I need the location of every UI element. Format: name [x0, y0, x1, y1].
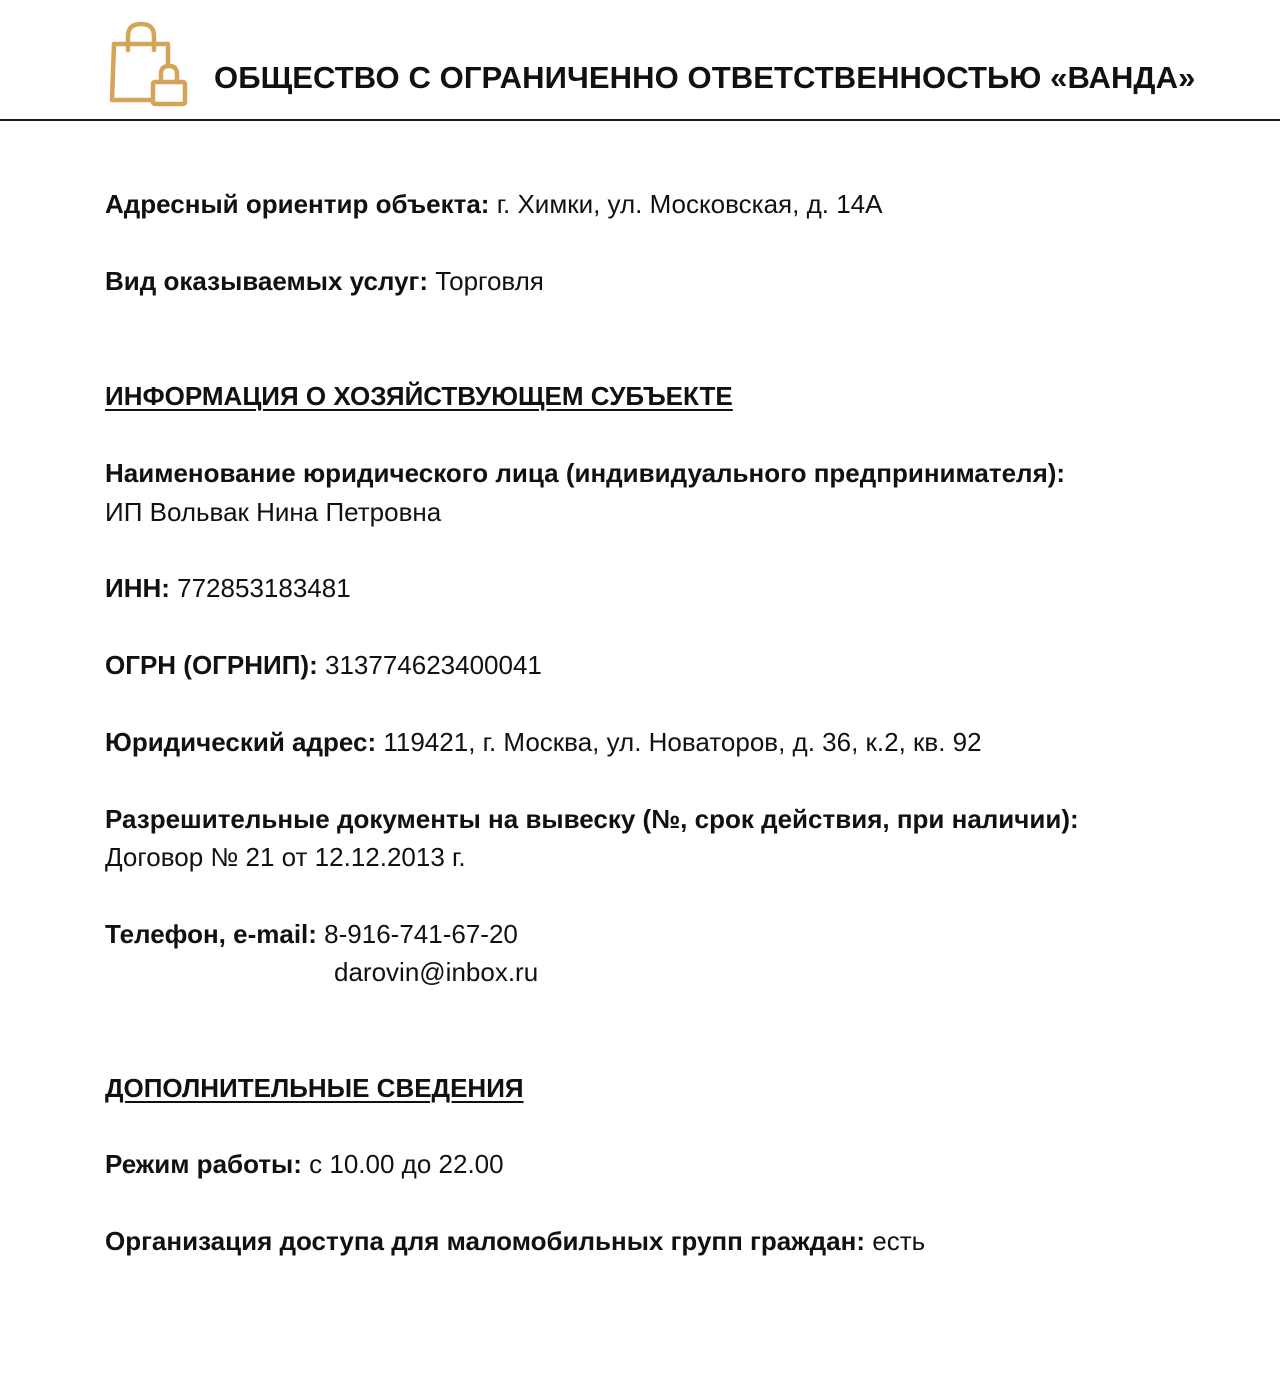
ogrn-row: [105, 646, 542, 684]
company-title: ОБЩЕСТВО С ОГРАНИЧЕННО ОТВЕТСТВЕННОСТЬЮ «ВАНДА»: [214, 60, 1196, 95]
access-label: Организация доступа для маломобильных групп граждан:: [105, 1226, 865, 1256]
legal-address-row: [105, 723, 982, 761]
header-divider: [0, 119, 1280, 121]
object-address-row: [105, 185, 882, 223]
entity-name-label: [105, 454, 1065, 492]
contacts-row: [105, 915, 518, 953]
services-value: Торговля: [435, 266, 544, 296]
entity-name-value-text: ИП Вольвак Нина Петровна: [105, 497, 442, 527]
legal-address-label: Юридический адрес:: [105, 727, 377, 757]
phone-value: 8-916-741-67-20: [324, 919, 518, 949]
ogrn-value: 313774623400041: [324, 650, 542, 680]
access-row: [105, 1222, 925, 1260]
services-label: Вид оказываемых услуг:: [105, 266, 429, 296]
hours-label: Режим работы:: [105, 1149, 302, 1179]
services-row: [105, 262, 544, 300]
inn-row: [105, 569, 351, 607]
entity-name-label-text: Наименование юридического лица (индивидуального предпринимателя):: [105, 458, 1066, 488]
inn-label: ИНН:: [105, 573, 170, 603]
hours-row: [105, 1145, 504, 1183]
permits-value: [105, 838, 466, 876]
object-address-label: Адресный ориентир объекта:: [105, 189, 490, 219]
object-address-value: г. Химки, ул. Московская, д. 14А: [496, 189, 883, 219]
email-value: darovin@inbox.ru: [334, 957, 539, 987]
entity-section-heading: ИНФОРМАЦИЯ О ХОЗЯЙСТВУЮЩЕМ СУБЪЕКТЕ: [105, 381, 733, 411]
shopping-bag-lock-icon: [106, 20, 188, 108]
hours-value: с 10.00 до 22.00: [309, 1149, 504, 1179]
contacts-label: Телефон, e-mail:: [105, 919, 317, 949]
document-header: [0, 0, 1280, 122]
ogrn-label: ОГРН (ОГРНИП):: [105, 650, 318, 680]
access-value: есть: [872, 1226, 926, 1256]
permits-label: [105, 800, 1079, 838]
email-row: [334, 953, 538, 991]
permits-label-text: Разрешительные документы на вывеску (№, срок действия, при наличии):: [105, 804, 1079, 834]
permits-value-text: Договор № 21 от 12.12.2013 г.: [105, 842, 466, 872]
additional-section-heading: ДОПОЛНИТЕЛЬНЫЕ СВЕДЕНИЯ: [105, 1073, 524, 1103]
entity-name-value: [105, 493, 441, 531]
legal-address-value: 119421, г. Москва, ул. Новаторов, д. 36, к.2, кв. 92: [383, 727, 982, 757]
inn-value: 772853183481: [177, 573, 351, 603]
